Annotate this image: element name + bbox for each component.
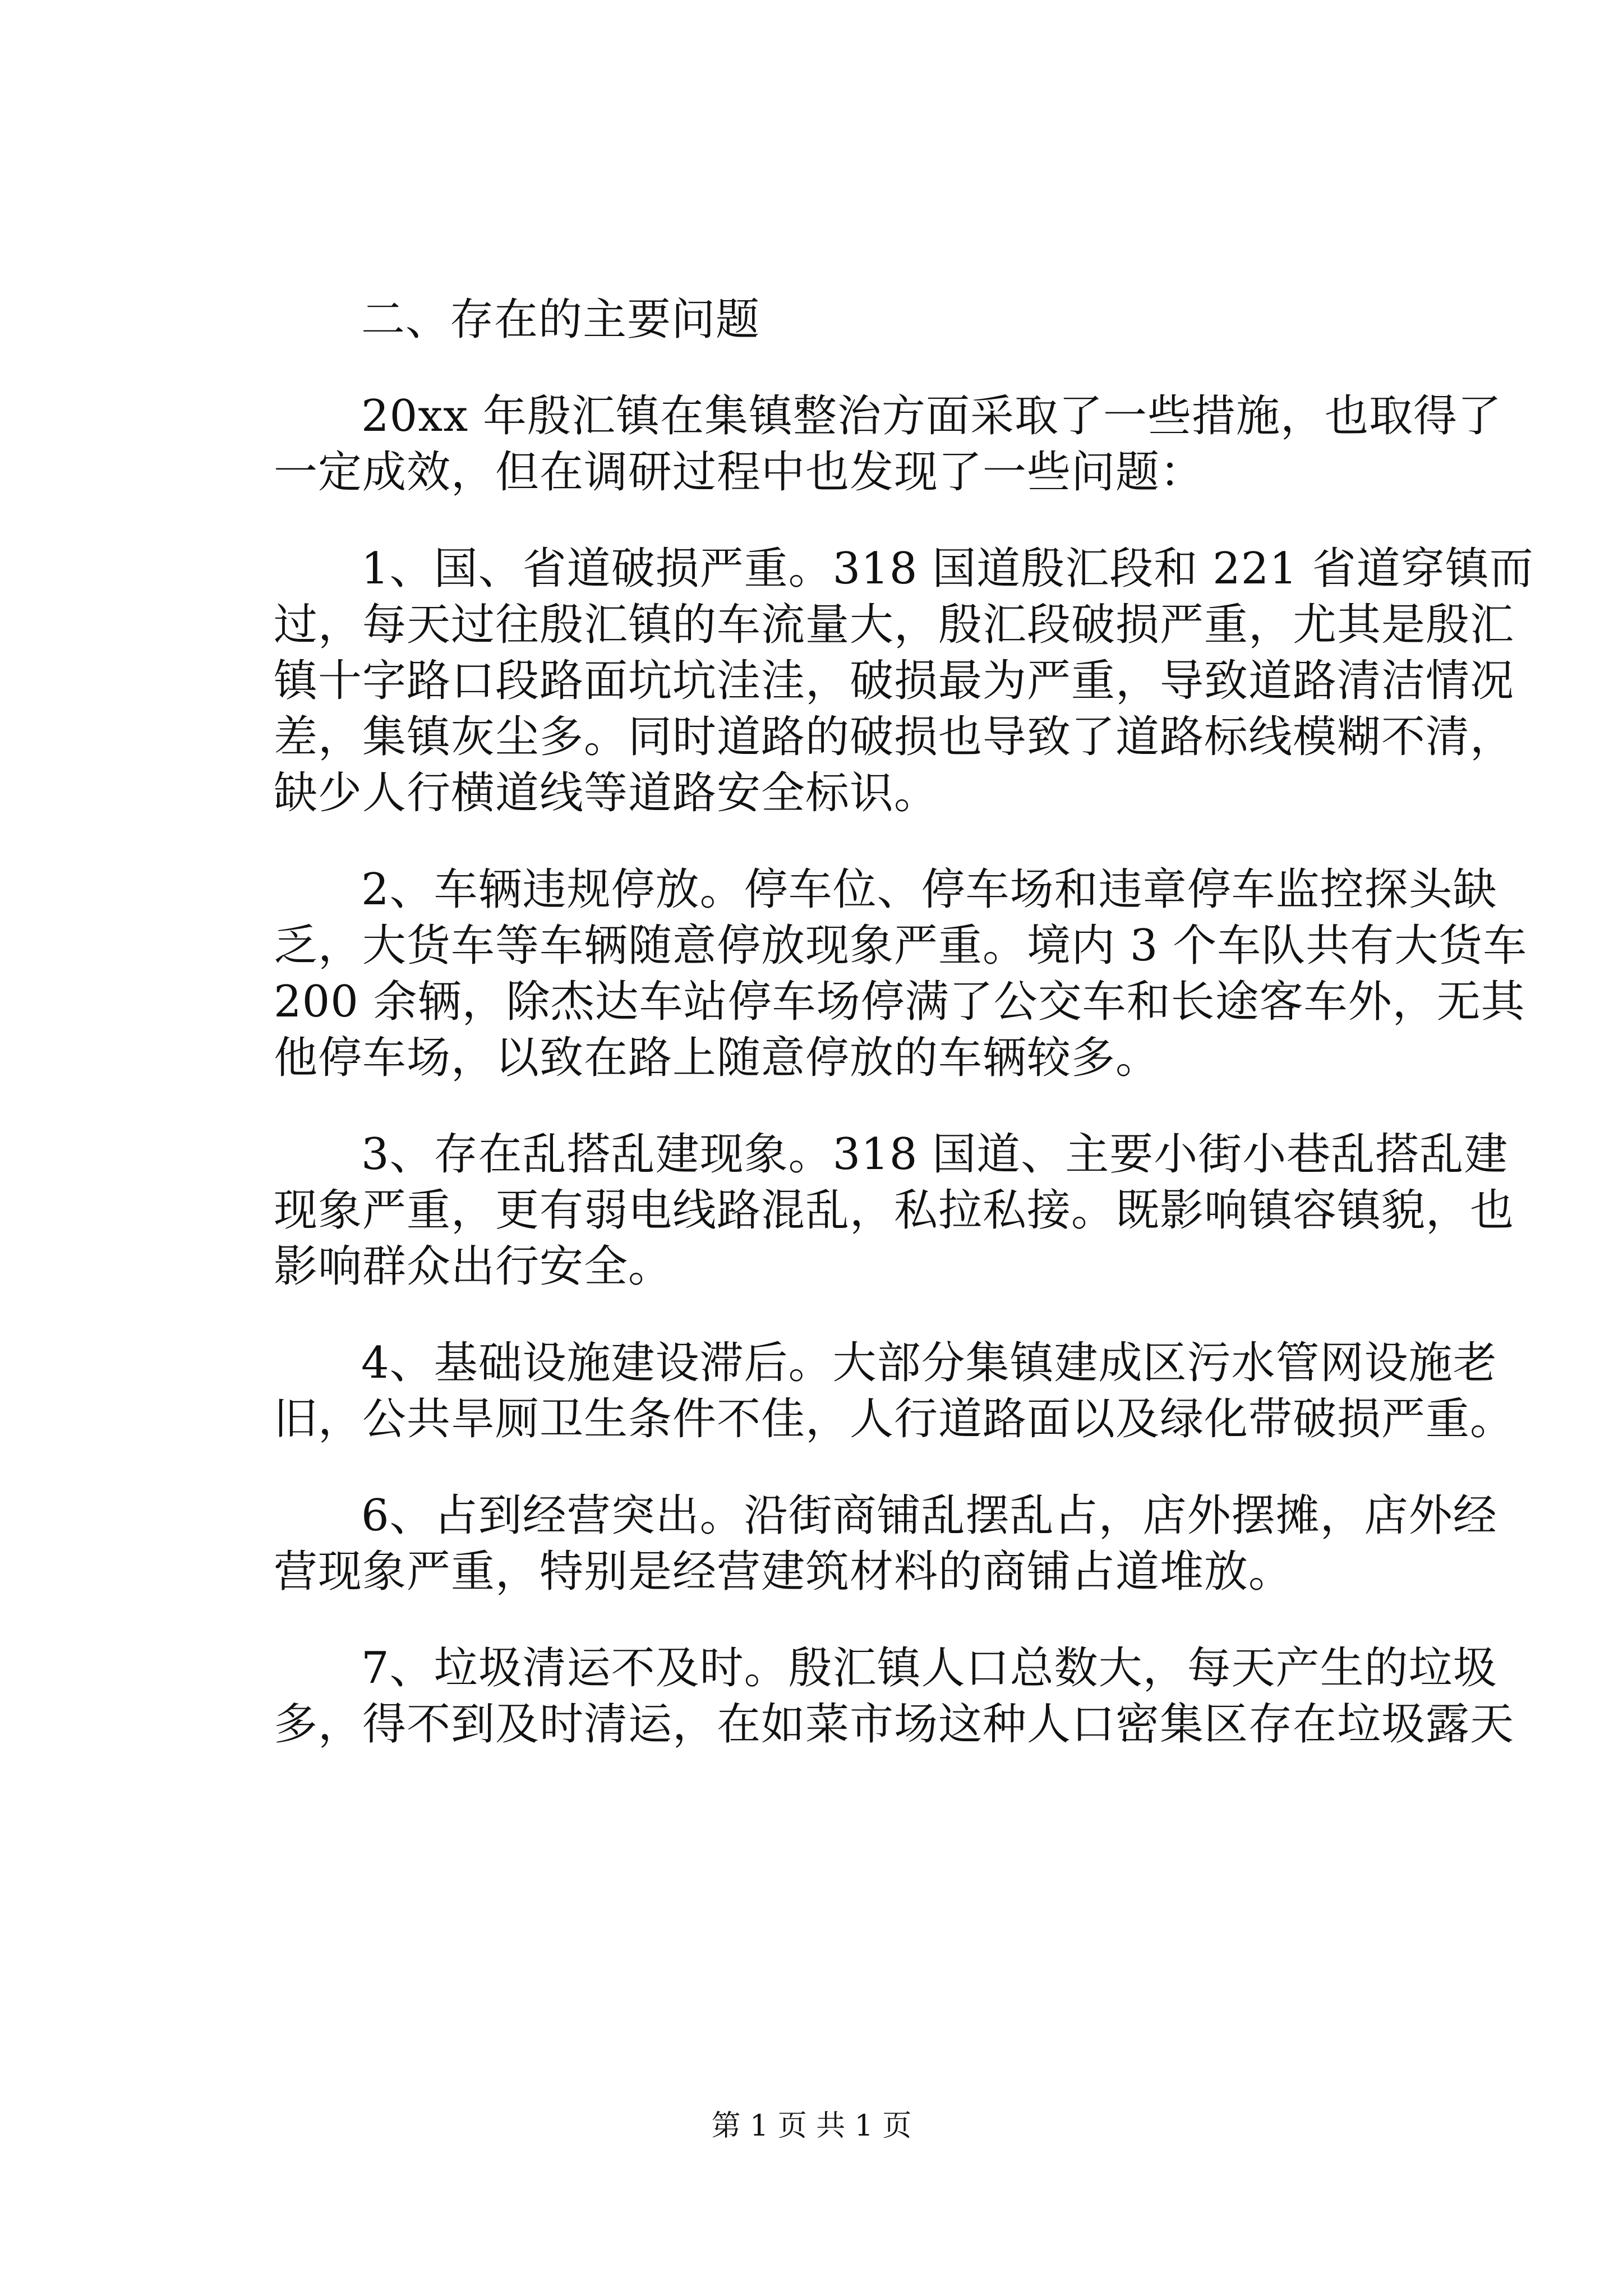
paragraph-intro	[274, 388, 1502, 500]
paragraph-item-1	[274, 541, 1534, 821]
paragraph-line: 一定成效，但在调研过程中也发现了一些问题：	[274, 447, 1205, 498]
paragraph-line: 3、存在乱搭乱建现象。318 国道、主要小街小巷乱搭乱建	[361, 1129, 1509, 1180]
paragraph-item-2	[274, 862, 1528, 1086]
page-footer: 第 1 页 共 1 页	[711, 2109, 912, 2143]
paragraph-line: 现象严重，更有弱电线路混乱，私拉私接。既影响镇容镇貌，也	[274, 1185, 1515, 1236]
paragraph-line: 旧，公共旱厕卫生条件不佳，人行道路面以及绿化带破损严重。	[274, 1394, 1515, 1444]
paragraph-item-4	[274, 1335, 1515, 1447]
paragraph-line: 过，每天过往殷汇镇的车流量大，殷汇段破损严重，尤其是殷汇	[274, 600, 1515, 650]
paragraph-item-3	[274, 1126, 1515, 1295]
paragraph-line: 20xx 年殷汇镇在集镇整治方面采取了一些措施，也取得了	[361, 391, 1502, 441]
paragraph-line: 1、国、省道破损严重。318 国道殷汇段和 221 省道穿镇而	[361, 544, 1534, 594]
paragraph-line: 6、占到经营突出。沿街商铺乱摆乱占，店外摆摊，店外经	[361, 1490, 1497, 1541]
section-heading: 二、存在的主要问题	[361, 295, 760, 345]
paragraph-line: 乏，大货车等车辆随意停放现象严重。境内 3 个车队共有大货车	[274, 921, 1528, 971]
paragraph-line: 营现象严重，特别是经营建筑材料的商铺占道堆放。	[274, 1547, 1293, 1597]
paragraph-line: 7、垃圾清运不及时。殷汇镇人口总数大，每天产生的垃圾	[361, 1643, 1497, 1694]
paragraph-line: 缺少人行横道线等道路安全标识。	[274, 768, 939, 818]
document-body	[274, 292, 1534, 1793]
paragraph-item-6	[274, 1488, 1497, 1600]
paragraph-line: 4、基础设施建设滞后。大部分集镇建成区污水管网设施老	[361, 1338, 1497, 1388]
paragraph-line: 他停车场，以致在路上随意停放的车辆较多。	[274, 1033, 1160, 1083]
paragraph-line: 多，得不到及时清运，在如菜市场这种人口密集区存在垃圾露天	[274, 1699, 1515, 1750]
paragraph-item-7	[274, 1640, 1515, 1752]
paragraph-line: 影响群众出行安全。	[274, 1241, 673, 1292]
paragraph-line: 差，集镇灰尘多。同时道路的破损也导致了道路标线模糊不清，	[274, 712, 1515, 762]
paragraph-line: 镇十字路口段路面坑坑洼洼，破损最为严重，导致道路清洁情况	[274, 656, 1515, 706]
paragraph-line: 200 余辆，除杰达车站停车场停满了公交车和长途客车外，无其	[274, 977, 1525, 1027]
paragraph-line: 2、车辆违规停放。停车位、停车场和违章停车监控探头缺	[361, 864, 1497, 915]
